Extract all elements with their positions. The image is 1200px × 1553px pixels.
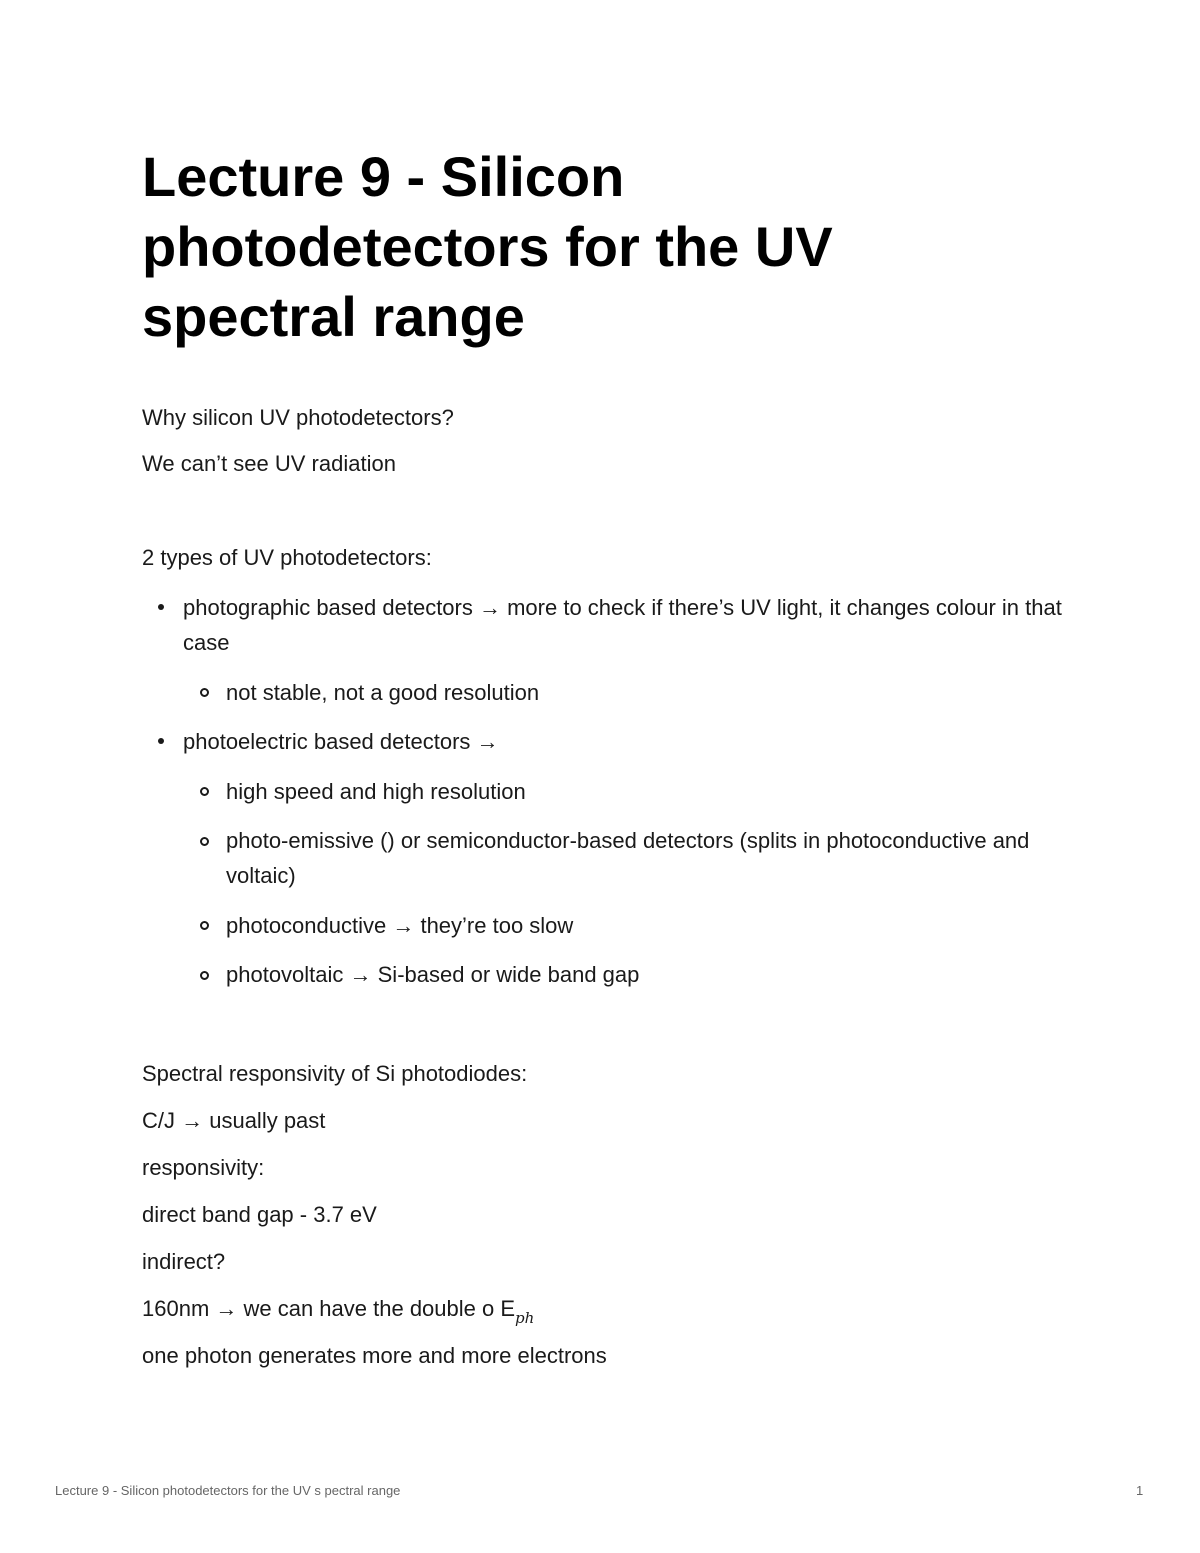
bullet-ring-icon [200, 921, 209, 930]
list-item: photovoltaic → Si-based or wide band gap [226, 962, 640, 987]
bullet-dot-icon [158, 738, 164, 744]
bullet-ring-icon [200, 837, 209, 846]
list-item: not stable, not a good resolution [226, 680, 540, 705]
paragraph: indirect? [142, 1249, 226, 1274]
energy-text: 160nm → we can have the double o E [142, 1296, 516, 1321]
bullet-ring-icon [200, 971, 209, 980]
paragraph: direct band gap - 3.7 eV [142, 1202, 377, 1227]
paragraph: one photon generates more and more electrons [142, 1343, 607, 1368]
list-item: photoelectric based detectors → [183, 729, 499, 754]
paragraph: responsivity: [142, 1155, 265, 1180]
responsivity-heading: Spectral responsivity of Si photodiodes: [142, 1061, 528, 1086]
list-item: photo-emissive () or semiconductor-based detectors (splits in photoconductive and voltaic) [226, 828, 1030, 888]
bullet-dot-icon [158, 604, 164, 610]
list-item: photoconductive → they’re too slow [226, 913, 574, 938]
document-title: Lecture 9 - Silicon photodetectors for the UV spectral range [142, 145, 833, 348]
energy-subscript: ph [515, 1309, 535, 1327]
intro-question: Why silicon UV photodetectors? [142, 405, 454, 430]
list-item: photographic based detectors → more to check if there’s UV light, it changes colour in that case [183, 595, 1062, 655]
energy-paragraph [142, 1291, 534, 1329]
paragraph: C/J → usually past [142, 1108, 326, 1133]
page-number: 1 [1136, 1483, 1144, 1498]
bullet-ring-icon [200, 688, 209, 697]
list-item: high speed and high resolution [226, 779, 526, 804]
intro-answer: We can’t see UV radiation [142, 451, 396, 476]
bullet-ring-icon [200, 787, 209, 796]
types-heading: 2 types of UV photodetectors: [142, 545, 432, 570]
footer-title: Lecture 9 - Silicon photodetectors for the UV s pectral range [55, 1483, 401, 1498]
